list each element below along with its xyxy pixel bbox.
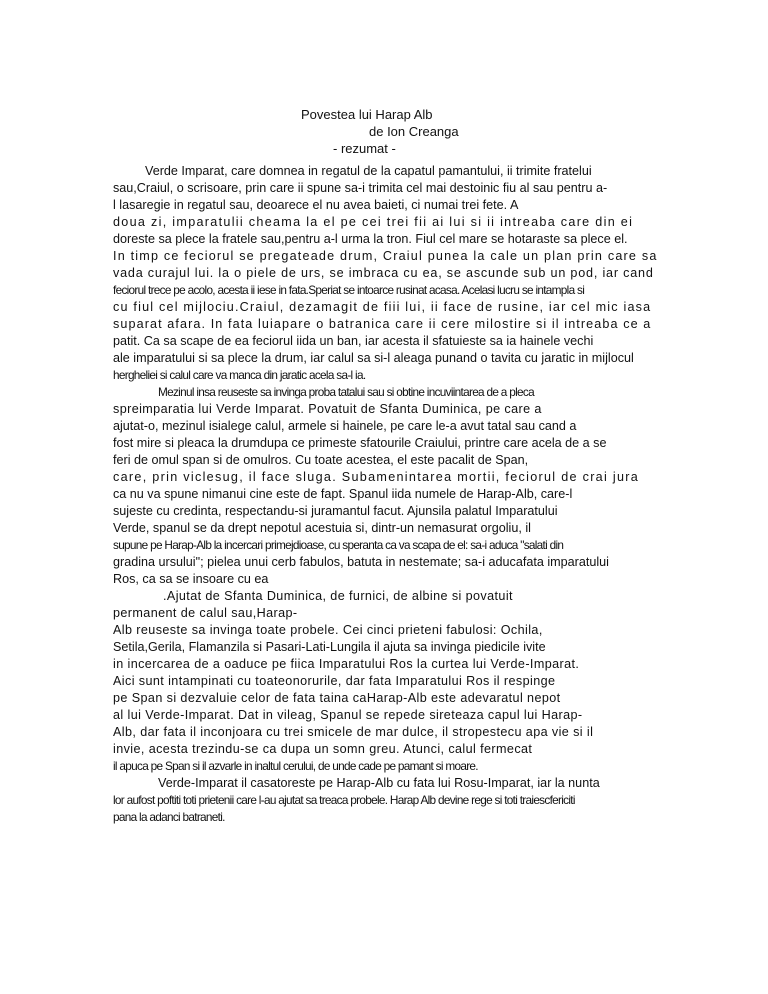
text-line: In timp ce feciorul se pregateade drum, Craiul punea la cale un plan prin care sa: [113, 249, 658, 263]
text-line: Verde Imparat, care domnea in regatul de la capatul pamantului, ii trimite fratelui: [145, 164, 592, 178]
text-line: care, prin viclesug, il face sluga. Subamenintarea mortii, feciorul de crai jura: [113, 470, 640, 484]
text-line: l lasaregie in regatul sau, deoarece el nu avea baieti, ci numai trei fete. A: [113, 198, 519, 212]
text-line: Aici sunt intampinati cu toateonorurile, dar fata Imparatului Ros il respinge: [113, 674, 556, 688]
text-line: in incercarea de a oaduce pe fiica Imparatului Ros la curtea lui Verde-Imparat.: [113, 657, 580, 671]
document-author: de Ion Creanga: [369, 124, 459, 139]
text-line: Alb reuseste sa invinga toate probele. Cei cinci prieteni fabulosi: Ochila,: [113, 623, 543, 637]
text-line: Setila,Gerila, Flamanzila si Pasari-Lati-Lungila il ajuta sa invinga piedicile ivite: [113, 640, 546, 654]
text-line: permanent de calul sau,Harap-: [113, 606, 298, 620]
text-line: Ros, ca sa se insoare cu ea: [113, 572, 269, 586]
text-line: suparat afara. In fata luiapare o batranica care ii cere milostire si il intreaba ce a: [113, 317, 652, 331]
text-line: doreste sa plece la fratele sau,pentru a-l urma la tron. Fiul cel mare se hotaraste sa plece el.: [113, 232, 628, 246]
text-line: Mezinul insa reuseste sa invinga proba tatalui sau si obtine incuviintarea de a pleca: [158, 385, 534, 399]
text-line: pe Span si dezvaluie celor de fata taina caHarap-Alb este adevaratul nepot: [113, 691, 561, 705]
text-line: fost mire si pleaca la drumdupa ce primeste sfatourile Craiului, printre care acela de a se: [113, 436, 607, 450]
text-line: al lui Verde-Imparat. Dat in vileag, Spanul se repede sireteaza capul lui Harap-: [113, 708, 583, 722]
text-line: feciorul trece pe acolo, acesta ii iese in fata.Speriat se intoarce rusinat acasa. Acelasi lucru se intampla si: [113, 283, 585, 297]
text-line: patit. Ca sa scape de ea feciorul iida un ban, iar acesta il sfatuieste sa ia hainele vechi: [113, 334, 594, 348]
document-subtitle: - rezumat -: [333, 141, 396, 156]
text-line: cu fiul cel mijlociu.Craiul, dezamagit de fiii lui, ii face de rusine, iar cel mic iasa: [113, 300, 652, 314]
text-line: Verde, spanul se da drept nepotul acestuia si, dintr-un nemasurat orgoliu, il: [113, 521, 531, 535]
text-line: ca nu va spune nimanui cine este de fapt. Spanul iida numele de Harap-Alb, care-l: [113, 487, 573, 501]
text-line: hergheliei si calul care va manca din jaratic acela sa-l ia.: [113, 368, 366, 382]
text-line: sujeste cu credinta, respectandu-si juramantul facut. Ajunsila palatul Imparatului: [113, 504, 558, 518]
text-line: invie, acesta trezindu-se ca dupa un somn greu. Atunci, calul fermecat: [113, 742, 533, 756]
text-line: vada curajul lui. la o piele de urs, se imbraca cu ea, se ascunde sub un pod, iar cand: [113, 266, 654, 280]
text-line: Alb, dar fata il inconjoara cu trei smicele de mar dulce, il stropestecu apa vie si il: [113, 725, 594, 739]
text-line: il apuca pe Span si il azvarle in inaltul cerului, de unde cade pe pamant si moare.: [113, 759, 478, 773]
text-line: sau,Craiul, o scrisoare, prin care ii spune sa-i trimita cel mai destoinic fiu al sau pentru a-: [113, 181, 608, 195]
document-title: Povestea lui Harap Alb: [301, 107, 433, 122]
text-line: pana la adanci batraneti.: [113, 810, 225, 824]
text-line: ale imparatului si sa plece la drum, iar calul sa si-l aleaga punand o tavita cu jaratic in mijlocul: [113, 351, 634, 365]
text-line: feri de omul span si de omulros. Cu toate acestea, el este pacalit de Span,: [113, 453, 529, 467]
text-line: doua zi, imparatulii cheama la el pe cei trei fii ai lui si ii intreaba care din ei: [113, 215, 634, 229]
text-line: Verde-Imparat il casatoreste pe Harap-Alb cu fata lui Rosu-Imparat, iar la nunta: [158, 776, 600, 790]
text-line: gradina ursului"; pielea unui cerb fabulos, batuta in nestemate; sa-i aducafata imparatului: [113, 555, 609, 569]
text-line: lor aufost poftiti toti prietenii care l-au ajutat sa treaca probele. Harap Alb devine rege si toti traiescfericiti: [113, 793, 575, 807]
text-line: .Ajutat de Sfanta Duminica, de furnici, de albine si povatuit: [163, 589, 513, 603]
text-line: spreimparatia lui Verde Imparat. Povatuit de Sfanta Duminica, pe care a: [113, 402, 542, 416]
text-line: supune pe Harap-Alb la incercari primejdioase, cu speranta ca va scapa de el: sa-i aduca "salati din: [113, 538, 564, 552]
text-line: ajutat-o, mezinul isialege calul, armele si hainele, pe care le-a avut tatal sau cand a: [113, 419, 577, 433]
